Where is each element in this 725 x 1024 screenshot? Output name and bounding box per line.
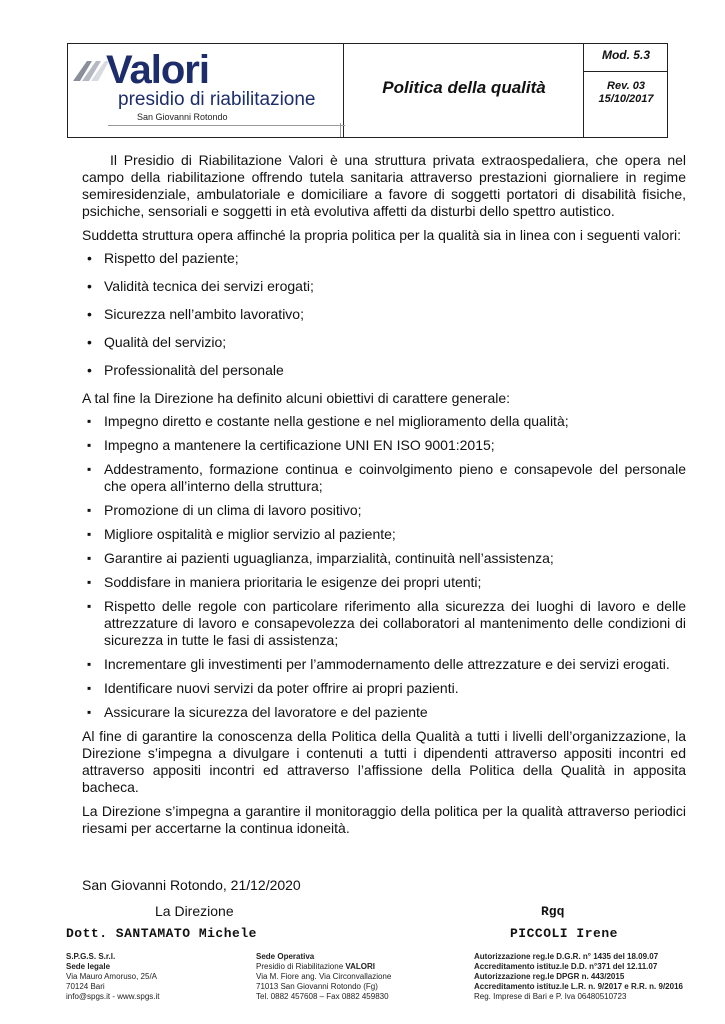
- list-item: ▪ Impegno diretto e costante nella gestione e nel miglioramento della qualità;: [82, 413, 686, 430]
- revision-cell: [584, 44, 668, 137]
- footer-line: Reg. Imprese di Bari e P. Iva 06480510723: [474, 992, 627, 1001]
- list-item: ▪ Addestramento, formazione continua e coinvolgimento pieno e consapevole del personale che opera all’interno della struttura;: [82, 461, 686, 495]
- footer-line: Autorizzazione reg.le D.G.R. n° 1435 del 18.09.07: [474, 952, 659, 961]
- footer-city: 70124 Bari: [66, 982, 105, 991]
- list-item: ▪ Impegno a mantenere la certificazione UNI EN ISO 9001:2015;: [82, 437, 686, 454]
- footer-facility-name: VALORI: [345, 962, 376, 971]
- list-item: • Qualità del servizio;: [82, 334, 686, 351]
- footer-address: Via M. Fiore ang. Via Circonvallazione: [256, 972, 392, 981]
- footer-label: Sede Operativa: [256, 952, 315, 961]
- logo-rule: [108, 125, 345, 126]
- signature-role-left: La Direzione: [155, 903, 234, 919]
- document-header: [67, 43, 668, 138]
- revision-date: 15/10/2017: [598, 93, 654, 105]
- footer-facility: [256, 962, 456, 972]
- list-item: ▪ Rispetto delle regole con particolare riferimento alla sicurezza dei luoghi di lavoro e delle attrezzature di lavoro e consapevolezza dei collaboratori al mantenimento delle condizioni di sicurezza in tutte le fasi di assistenza;: [82, 598, 686, 649]
- objectives-list: [82, 413, 686, 721]
- list-item: ▪ Migliore ospitalità e miglior servizio al paziente;: [82, 526, 686, 543]
- title-cell: [344, 44, 584, 137]
- logo-cell: [68, 44, 344, 137]
- closing-paragraph-1: Al fine di garantire la conoscenza della Politica della Qualità a tutti i livelli dell’organizzazione, la Direzione s’impegna a divulgare i contenuti a tutti i dipendenti attraverso appositi incontri ed attraverso appositi incontri ed attraverso l’affissione della Politica della Qualità in apposita bacheca.: [82, 728, 686, 795]
- signature-name-left: Dott. SANTAMATO Michele: [66, 926, 257, 941]
- list-item: ▪ Garantire ai pazienti uguaglianza, imparzialità, continuità nell’assistenza;: [82, 550, 686, 567]
- footer-label: Sede legale: [66, 962, 111, 971]
- logo-subtitle: presidio di riabilitazione: [118, 89, 316, 110]
- footer-operating-office: [256, 952, 456, 1002]
- signature-role-right: Rgq: [541, 904, 565, 919]
- cell-divider: [584, 71, 668, 72]
- list-item: ▪ Identificare nuovi servizi da poter offrire ai propri pazienti.: [82, 680, 686, 697]
- document-body: [82, 152, 686, 837]
- footer-line: Autorizzazione reg.le DPGR n. 443/2015: [474, 972, 625, 981]
- list-item: • Rispetto del paziente;: [82, 250, 686, 267]
- closing-paragraph-2: La Direzione s’impegna a garantire il monitoraggio della politica per la qualità attraverso periodici riesami per accertarne la continua idoneità.: [82, 803, 686, 836]
- intro-paragraph: Il Presidio di Riabilitazione Valori è una struttura privata extraospedaliera, che opera nel campo della riabilitazione offrendo tutela sanitaria attraverso prestazioni giornaliere in regime semiresidenziale, ambulatoriale e domiciliare a favore di soggetti portatori di disabilità fisiche, psichiche, sensoriali e soggetti in età evolutiva affetti da disturbi dello spettro autistico.: [82, 152, 686, 219]
- footer-company: S.P.G.S. S.r.l.: [66, 952, 116, 961]
- footer-authorizations: [474, 952, 684, 1002]
- revision-number: Rev. 03: [607, 80, 645, 92]
- module-code: Mod. 5.3: [601, 48, 650, 62]
- list-item: • Validità tecnica dei servizi erogati;: [82, 278, 686, 295]
- footer-city: 71013 San Giovanni Rotondo (Fg): [256, 982, 378, 991]
- document-title: Politica della qualità: [382, 78, 546, 97]
- footer-line: Accreditamento istituz.le D.D. n°371 del 12.11.07: [474, 962, 658, 971]
- values-list: [82, 250, 686, 379]
- logo-rule-tick: [340, 123, 341, 137]
- list-item: ▪ Promozione di un clima di lavoro positivo;: [82, 502, 686, 519]
- logo-city: San Giovanni Rotondo: [137, 112, 228, 122]
- objectives-intro: A tal fine la Direzione ha definito alcuni obiettivi di carattere generale:: [82, 390, 511, 406]
- list-item: ▪ Assicurare la sicurezza del lavoratore e del paziente: [82, 704, 686, 721]
- logo-mark-icon: [73, 57, 109, 83]
- list-item: ▪ Soddisfare in maniera prioritaria le esigenze dei propri utenti;: [82, 574, 686, 591]
- footer-phone: Tel. 0882 457608 – Fax 0882 459830: [256, 992, 389, 1001]
- signature-name-right: PICCOLI Irene: [510, 926, 618, 941]
- footer-legal-office: [66, 952, 236, 1002]
- footer-address: Via Mauro Amoruso, 25/A: [66, 972, 158, 981]
- values-intro: Suddetta struttura opera affinché la propria politica per la qualità sia in linea con i seguenti valori:: [82, 227, 681, 243]
- logo-wordmark: Valori: [106, 48, 209, 92]
- footer-line: Accreditamento istituz.le L.R. n. 9/2017 e R.R. n. 9/2016: [474, 982, 683, 991]
- list-item: • Professionalità del personale: [82, 362, 686, 379]
- list-item: ▪ Incrementare gli investimenti per l’ammodernamento delle attrezzature e dei servizi erogati.: [82, 656, 686, 673]
- footer-facility-type: Presidio di Riabilitazione: [256, 962, 344, 971]
- place-date: San Giovanni Rotondo, 21/12/2020: [82, 877, 301, 893]
- revision-info: [584, 80, 668, 106]
- list-item: • Sicurezza nell’ambito lavorativo;: [82, 306, 686, 323]
- footer-contacts: info@spgs.it - www.spgs.it: [66, 992, 160, 1001]
